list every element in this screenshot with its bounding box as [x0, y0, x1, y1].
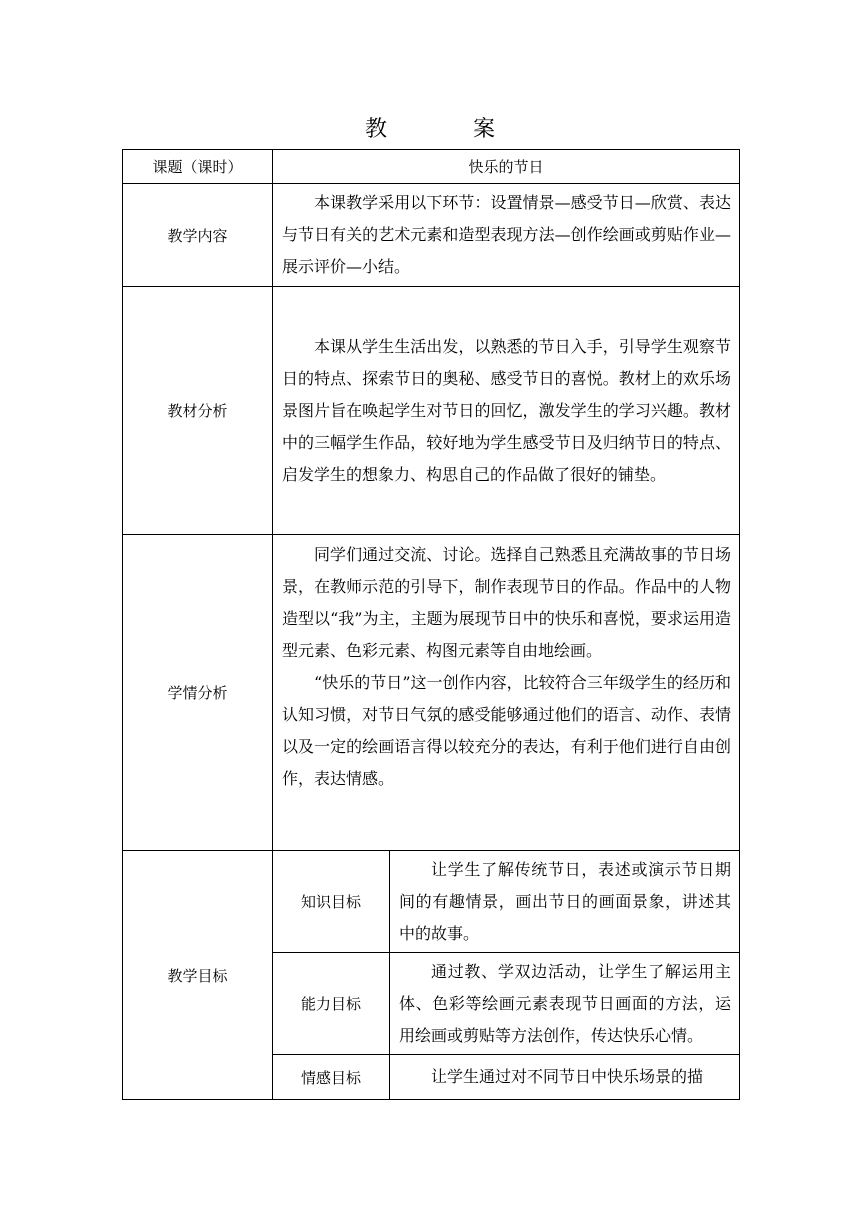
ability-text: 通过教、学双边活动，让学生了解运用主体、色彩等绘画元素表现节日画面的方法，运用绘画或剪贴等方法创作，传达快乐心情。	[399, 961, 732, 1045]
lesson-plan-table	[122, 149, 740, 1100]
row-students	[123, 535, 740, 851]
topic-label: 课题（课时）	[123, 150, 273, 184]
emotion-label: 情感目标	[273, 1055, 390, 1100]
knowledge-text: 让学生了解传统节日，表述或演示节日期间的有趣情景，画出节日的画面景象，讲述其中的故事。	[399, 859, 732, 943]
emotion-text: 让学生通过对不同节日中快乐场景的描	[431, 1067, 704, 1086]
students-label: 学情分析	[123, 535, 273, 851]
row-topic	[123, 150, 740, 184]
content-label: 教学内容	[123, 184, 273, 287]
row-content	[123, 184, 740, 287]
students-paragraph-2: “快乐的节日”这一创作内容，比较符合三年级学生的经历和认知习惯，对节日气氛的感受能够通过他们的语言、动作、表情以及一定的绘画语言得以较充分的表达，有利于他们进行自由创作，表达情感。	[282, 673, 732, 788]
material-text: 本课从学生生活出发，以熟悉的节日入手，引导学生观察节日的特点、探索节日的奥秘、感受节日的喜悦。教材上的欢乐场景图片旨在唤起学生对节日的回忆，激发学生的学习兴趣。教材中的三幅学生作品，较好地为学生感受节日及归纳节日的特点、启发学生的想象力、构思自己的作品做了很好的铺垫。	[282, 336, 732, 484]
material-label: 教材分析	[123, 287, 273, 535]
page-title	[0, 112, 860, 143]
topic-value: 快乐的节日	[273, 150, 740, 184]
goals-label: 教学目标	[123, 851, 273, 1100]
students-paragraph-1: 同学们通过交流、讨论。选择自己熟悉且充满故事的节日场景，在教师示范的引导下，制作表现节日的作品。作品中的人物造型以“我”为主，主题为展现节日中的快乐和喜悦，要求运用造型元素、色彩元素、构图元素等自由地绘画。	[282, 545, 732, 660]
row-goal-knowledge	[123, 851, 740, 953]
ability-label: 能力目标	[273, 953, 390, 1055]
row-material	[123, 287, 740, 535]
title-char-1: 教	[364, 117, 387, 142]
knowledge-label: 知识目标	[273, 851, 390, 953]
title-char-2: 案	[473, 117, 496, 142]
content-text: 本课教学采用以下环节：设置情景—感受节日—欣赏、表达与节日有关的艺术元素和造型表现方法—创作绘画或剪贴作业—展示评价—小结。	[282, 193, 732, 276]
